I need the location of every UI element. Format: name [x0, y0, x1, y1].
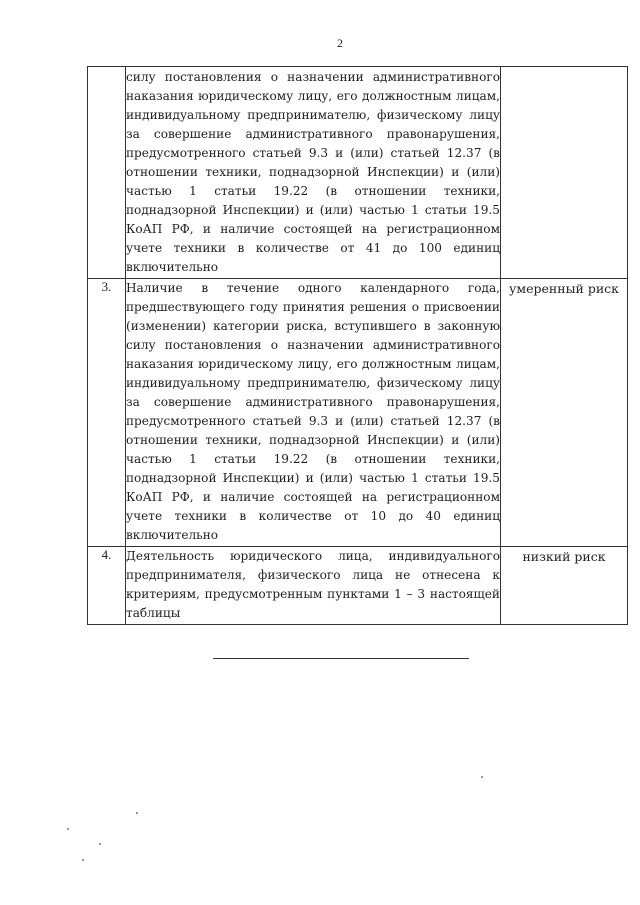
scan-speck [67, 828, 69, 830]
table-row [88, 279, 628, 547]
criterion-text: Наличие в течение одного календарного года, предшествующего году принятия решения о присвоении (изменении) категории риска, вступившего в законную силу постановления о назначении административного наказания юридическому лицу, его должностным лицам, индивидуальному предпринимателю, физическому лицу за совершение административного правонарушения, предусмотренного статьей 9.3 и (или) статьей 12.37 (в отношении техники, поднадзорной Инспекции) и (или) частью 1 статьи 19.22 (в отношении техники, поднадзорной Инспекции) и (или) частью 1 статьи 19.5 КоАП РФ, и наличие состоящей на регистрационном учете техники в количестве от 10 до 40 единиц включительно [126, 279, 501, 547]
row-number: 3. [88, 279, 126, 547]
scan-speck [82, 859, 84, 861]
table-row [88, 67, 628, 279]
scan-speck [481, 776, 483, 778]
criterion-text: Деятельность юридического лица, индивидуального предпринимателя, физического лица не отнесена к критериям, предусмотренным пунктами 1 – 3 настоящей таблицы [126, 547, 501, 625]
criterion-text: силу постановления о назначении административного наказания юридическому лицу, его должностным лицам, индивидуальному предпринимателю, физическому лицу за совершение административного правонарушения, предусмотренного статьей 9.3 и (или) статьей 12.37 (в отношении техники, поднадзорной Инспекции) и (или) частью 1 статьи 19.22 (в отношении техники, поднадзорной Инспекции) и (или) частью 1 статьи 19.5 КоАП РФ, и наличие состоящей на регистрационном учете техники в количестве от 41 до 100 единиц включительно [126, 67, 501, 279]
closing-rule-line [213, 658, 469, 659]
row-number [88, 67, 126, 279]
risk-category [501, 67, 628, 279]
page-number: 2 [337, 36, 343, 50]
risk-category: умеренный риск [501, 279, 628, 547]
row-number: 4. [88, 547, 126, 625]
table-row [88, 547, 628, 625]
scan-speck [99, 843, 101, 845]
risk-criteria-table [87, 66, 628, 625]
scan-speck [136, 812, 138, 814]
risk-category: низкий риск [501, 547, 628, 625]
